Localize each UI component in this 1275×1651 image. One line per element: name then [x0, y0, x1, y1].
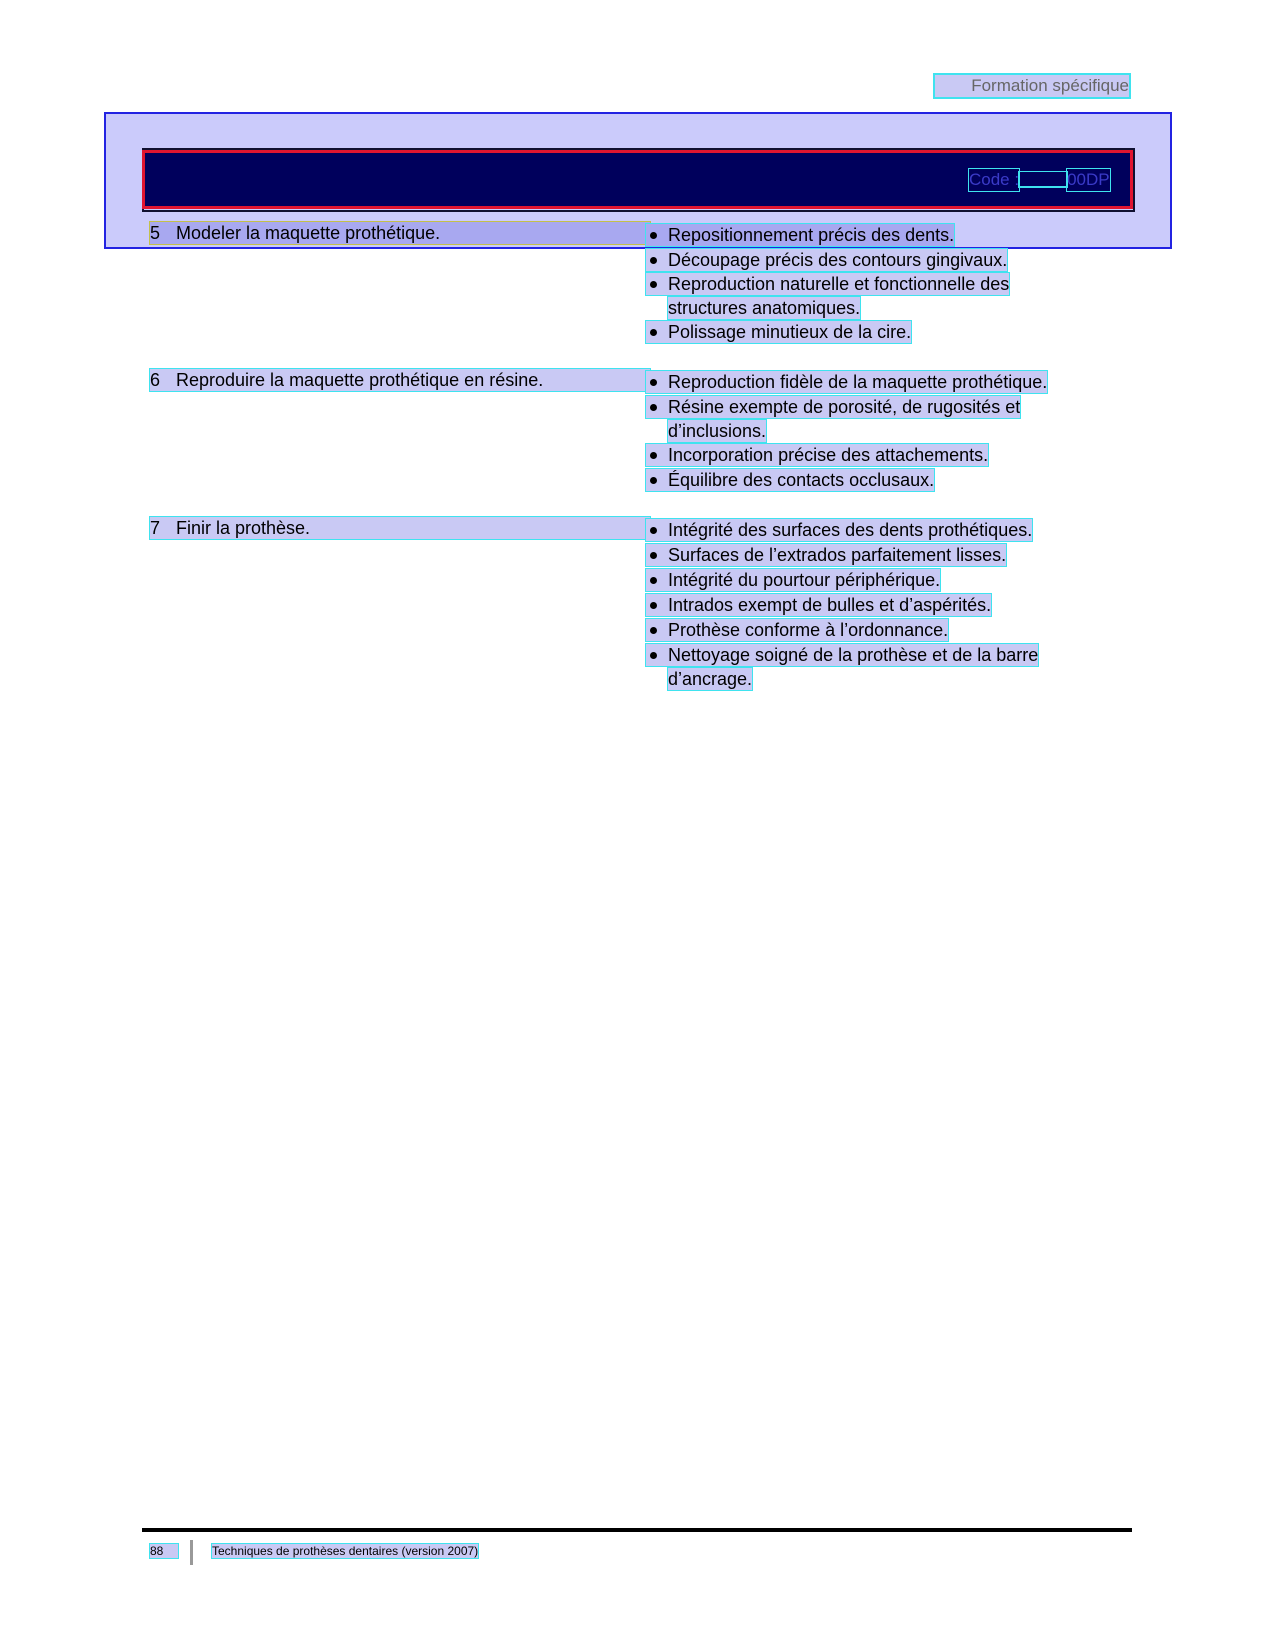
code-gap: [1019, 172, 1067, 187]
task-row: [150, 517, 650, 539]
criterion-item: Surfaces de l’extrados parfaitement lisses.: [646, 544, 1006, 566]
criterion-item: Résine exempte de porosité, de rugosités et: [646, 396, 1020, 418]
footer-document-title: Techniques de prothèses dentaires (version 2007): [212, 1544, 479, 1558]
code-suffix: 00DP: [1067, 170, 1110, 189]
criterion-item: Découpage précis des contours gingivaux.: [646, 249, 1007, 271]
criterion-item: Polissage minutieux de la cire.: [646, 321, 911, 343]
task-number: 7: [150, 518, 161, 538]
task-number: 5: [150, 223, 161, 243]
running-header: Formation spécifique: [935, 75, 1129, 97]
task-row: [150, 222, 650, 244]
criterion-item: Repositionnement précis des dents.: [646, 224, 954, 246]
criterion-continuation: d’ancrage.: [668, 669, 753, 689]
criterion-continuation: d’inclusions.: [668, 421, 767, 441]
task-number: 6: [150, 370, 161, 390]
task-row: [150, 369, 650, 391]
criterion-continuation: structures anatomiques.: [668, 298, 861, 318]
criterion-item: Intégrité des surfaces des dents prothétiques.: [646, 519, 1032, 541]
criterion-item: Intégrité du pourtour périphérique.: [646, 569, 940, 591]
code-prefix: Code :: [969, 170, 1020, 189]
criterion-item: Incorporation précise des attachements.: [646, 444, 988, 466]
task-label: Finir la prothèse.: [176, 518, 311, 538]
criterion-item: Intrados exempt de bulles et d’aspérités.: [646, 594, 991, 616]
criterion-item: Reproduction naturelle et fonctionnelle des: [646, 273, 1009, 295]
page-number: 88: [150, 1544, 178, 1558]
task-label: Reproduire la maquette prothétique en résine.: [176, 370, 544, 390]
footer-rule: [142, 1528, 1132, 1532]
criterion-item: Reproduction fidèle de la maquette prothétique.: [646, 371, 1047, 393]
task-label: Modeler la maquette prothétique.: [176, 223, 441, 243]
criterion-item: Prothèse conforme à l’ordonnance.: [646, 619, 948, 641]
competency-code: [969, 169, 1110, 191]
criterion-item: Nettoyage soigné de la prothèse et de la barre: [646, 644, 1038, 666]
footer-separator: [190, 1540, 193, 1565]
criterion-item: Équilibre des contacts occlusaux.: [646, 469, 934, 491]
